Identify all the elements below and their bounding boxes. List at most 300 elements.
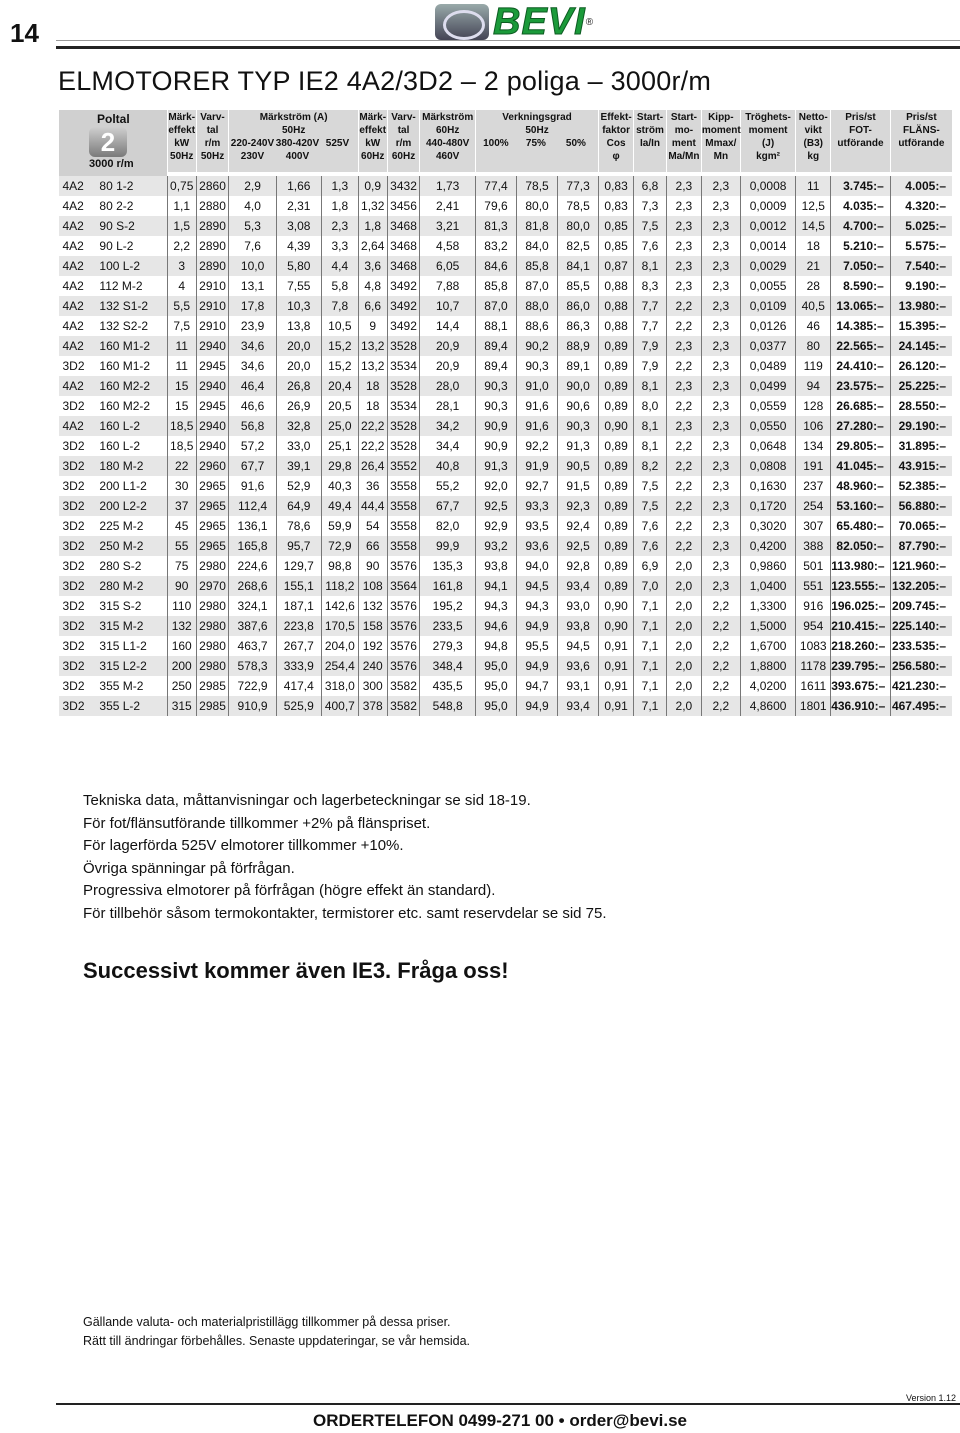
table-cell: 99,9 (420, 536, 475, 556)
table-cell: 0,83 (599, 196, 634, 216)
table-cell: 88,0 (516, 296, 557, 316)
table-cell: 1,5 (167, 216, 196, 236)
table-cell: 3D2 (59, 576, 94, 596)
table-cell: 33,0 (276, 436, 321, 456)
table-cell: 22,2 (358, 416, 387, 436)
table-cell: 123.555:– (831, 576, 891, 596)
table-cell: 1,0400 (740, 576, 795, 596)
table-cell: 8,0 (634, 396, 667, 416)
table-cell: 2,3 (701, 436, 740, 456)
note-line: För lagerförda 525V elmotorer tillkommer +10%. (83, 837, 404, 854)
table-cell: 40,3 (321, 476, 358, 496)
table-cell: 2,3 (701, 536, 740, 556)
table-cell: 129,7 (276, 556, 321, 576)
table-cell: 77,4 (475, 176, 516, 196)
table-cell: 23,9 (229, 316, 276, 336)
table-cell: 378 (358, 696, 387, 716)
table-cell: 94,6 (475, 616, 516, 636)
table-row (59, 236, 953, 256)
table-cell: 315 (167, 696, 196, 716)
table-cell: 132 S1-2 (93, 296, 167, 316)
table-cell: 3,21 (420, 216, 475, 236)
table-cell: 2940 (196, 416, 229, 436)
table-cell: 15.395:– (890, 316, 952, 336)
table-cell: 55,2 (420, 476, 475, 496)
table-cell: 0,0109 (740, 296, 795, 316)
table-cell: 7,7 (634, 296, 667, 316)
table-cell: 90 S-2 (93, 216, 167, 236)
table-row (59, 696, 953, 716)
table-cell: 2,3 (666, 216, 701, 236)
table-cell: 77,3 (558, 176, 599, 196)
table-cell: 1,73 (420, 176, 475, 196)
table-cell: 14,4 (420, 316, 475, 336)
table-cell: 98,8 (321, 556, 358, 576)
table-row (59, 256, 953, 276)
table-cell: 3468 (387, 256, 420, 276)
table-cell: 3582 (387, 696, 420, 716)
header-varvtal-50: Varv- tal r/m 50Hz (196, 110, 229, 172)
table-cell: 250 M-2 (93, 536, 167, 556)
table-cell: 254 (796, 496, 831, 516)
table-cell: 388 (796, 536, 831, 556)
header-verkningsgrad: Verkningsgrad 50Hz 100% 75% 50% (475, 110, 598, 172)
page-number: 14 (10, 18, 39, 48)
table-cell: 3576 (387, 596, 420, 616)
table-cell: 187,1 (276, 596, 321, 616)
table-cell: 0,9 (358, 176, 387, 196)
table-cell: 56,8 (229, 416, 276, 436)
table-body (59, 176, 953, 716)
table-cell: 0,89 (599, 336, 634, 356)
table-cell: 7,5 (167, 316, 196, 336)
table-cell: 0,89 (599, 456, 634, 476)
table-cell: 18,5 (167, 436, 196, 456)
table-cell: 3D2 (59, 656, 94, 676)
table-cell: 0,9860 (740, 556, 795, 576)
header-markstrom-50: Märkström (A) 50Hz 220-240V 230V 380-420V 400V 525V (229, 110, 358, 172)
table-cell: 0,89 (599, 556, 634, 576)
table-cell: 4A2 (59, 216, 94, 236)
table-cell: 4A2 (59, 196, 94, 216)
table-row (59, 516, 953, 536)
table-cell: 2,2 (701, 696, 740, 716)
header-nettovikt: Netto- vikt (B3) kg (796, 110, 831, 172)
table-cell: 204,0 (321, 636, 358, 656)
table-cell: 88,1 (475, 316, 516, 336)
table-cell: 280 S-2 (93, 556, 167, 576)
table-cell: 118,2 (321, 576, 358, 596)
table-cell: 2945 (196, 396, 229, 416)
table-cell: 2,3 (701, 476, 740, 496)
table-cell: 7,88 (420, 276, 475, 296)
table-cell: 94 (796, 376, 831, 396)
table-cell: 4 (167, 276, 196, 296)
table-cell: 463,7 (229, 636, 276, 656)
table-cell: 100 L-2 (93, 256, 167, 276)
table-cell: 29,8 (321, 456, 358, 476)
table-cell: 3D2 (59, 396, 94, 416)
table-cell: 501 (796, 556, 831, 576)
table-cell: 2,64 (358, 236, 387, 256)
table-cell: 324,1 (229, 596, 276, 616)
table-cell: 142,6 (321, 596, 358, 616)
table-cell: 0,0014 (740, 236, 795, 256)
table-cell: 551 (796, 576, 831, 596)
table-cell: 436.910:– (831, 696, 891, 716)
table-cell: 3576 (387, 556, 420, 576)
table-cell: 90 L-2 (93, 236, 167, 256)
table-cell: 92,3 (558, 496, 599, 516)
table-cell: 80,0 (516, 196, 557, 216)
table-cell: 13,2 (358, 336, 387, 356)
table-cell: 2,3 (666, 176, 701, 196)
table-cell: 224,6 (229, 556, 276, 576)
table-cell: 95,0 (475, 656, 516, 676)
table-cell: 0,0648 (740, 436, 795, 456)
table-cell: 3576 (387, 656, 420, 676)
table-cell: 86,0 (558, 296, 599, 316)
table-cell: 0,88 (599, 316, 634, 336)
table-cell: 0,91 (599, 636, 634, 656)
table-cell: 2880 (196, 196, 229, 216)
table-cell: 8,1 (634, 376, 667, 396)
table-cell: 67,7 (229, 456, 276, 476)
table-cell: 910,9 (229, 696, 276, 716)
table-cell: 26.685:– (831, 396, 891, 416)
table-head (59, 110, 953, 176)
table-cell: 2,3 (701, 196, 740, 216)
table-cell: 55 (167, 536, 196, 556)
table-cell: 318,0 (321, 676, 358, 696)
header-kippmoment: Kipp- moment Mmax/ Mn (701, 110, 740, 172)
table-cell: 2,3 (701, 336, 740, 356)
table-cell: 2,2 (666, 456, 701, 476)
table-cell: 393.675:– (831, 676, 891, 696)
table-cell: 95,7 (276, 536, 321, 556)
table-cell: 2,0 (666, 556, 701, 576)
table-cell: 17,8 (229, 296, 276, 316)
table-cell: 0,0008 (740, 176, 795, 196)
table-cell: 3 (167, 256, 196, 276)
table-cell: 20,5 (321, 396, 358, 416)
table-cell: 82,0 (420, 516, 475, 536)
table-cell: 49,4 (321, 496, 358, 516)
page-title: ELMOTORER TYP IE2 4A2/3D2 – 2 poliga – 3000r/m (58, 66, 712, 96)
table-cell: 93,8 (475, 556, 516, 576)
table-cell: 88,9 (558, 336, 599, 356)
table-cell: 2980 (196, 596, 229, 616)
table-row (59, 276, 953, 296)
table-cell: 315 L1-2 (93, 636, 167, 656)
header-vg50: 50% (565, 138, 586, 149)
table-cell: 4,4 (321, 256, 358, 276)
table-cell: 10,7 (420, 296, 475, 316)
table-cell: 3D2 (59, 476, 94, 496)
table-cell: 95,5 (516, 636, 557, 656)
table-cell: 39,1 (276, 456, 321, 476)
table-cell: 2,3 (701, 396, 740, 416)
table-cell: 6,9 (634, 556, 667, 576)
table-cell: 160 (167, 636, 196, 656)
table-cell: 300 (358, 676, 387, 696)
header-rule (56, 46, 960, 49)
table-cell: 12,5 (796, 196, 831, 216)
table-cell: 2980 (196, 556, 229, 576)
table-cell: 24.145:– (890, 336, 952, 356)
table-cell: 0,89 (599, 396, 634, 416)
table-cell: 250 (167, 676, 196, 696)
table-cell: 2,0 (666, 696, 701, 716)
table-cell: 91,0 (516, 376, 557, 396)
table-cell: 2,2 (167, 236, 196, 256)
table-cell: 2940 (196, 436, 229, 456)
table-cell: 0,0126 (740, 316, 795, 336)
table-cell: 132 S2-2 (93, 316, 167, 336)
table-cell: 2,3 (701, 316, 740, 336)
registered-mark: ® (585, 16, 594, 28)
table-cell: 2,3 (666, 376, 701, 396)
table-cell: 81,3 (475, 216, 516, 236)
table-cell: 0,1720 (740, 496, 795, 516)
table-cell: 2,2 (701, 676, 740, 696)
table-cell: 24.410:– (831, 356, 891, 376)
table-cell: 5,3 (229, 216, 276, 236)
table-cell: 417,4 (276, 676, 321, 696)
table-cell: 11 (167, 336, 196, 356)
table-cell: 3582 (387, 676, 420, 696)
table-cell: 2,3 (701, 516, 740, 536)
table-cell: 67,7 (420, 496, 475, 516)
table-cell: 0,0499 (740, 376, 795, 396)
table-cell: 25.225:– (890, 376, 952, 396)
table-cell: 0,91 (599, 656, 634, 676)
table-cell: 8,2 (634, 456, 667, 476)
table-cell: 2,2 (666, 496, 701, 516)
table-cell: 92,2 (516, 436, 557, 456)
table-cell: 9.190:– (890, 276, 952, 296)
table-cell: 2910 (196, 276, 229, 296)
table-cell: 2,2 (666, 436, 701, 456)
table-cell: 5.025:– (890, 216, 952, 236)
table-cell: 90,6 (558, 396, 599, 416)
table-row (59, 496, 953, 516)
table-cell: 78,5 (558, 196, 599, 216)
table-cell: 210.415:– (831, 616, 891, 636)
footnote-line: Gällande valuta- och materialpristillägg tillkommer på dessa priser. (83, 1315, 451, 1329)
table-cell: 81,8 (516, 216, 557, 236)
table-cell: 0,88 (599, 276, 634, 296)
logo-text: BEVI (493, 0, 586, 43)
header-varvtal-60: Varv- tal r/m 60Hz (387, 110, 420, 172)
table-cell: 4A2 (59, 256, 94, 276)
table-cell: 223,8 (276, 616, 321, 636)
table-cell: 3,3 (321, 236, 358, 256)
table-cell: 0,0550 (740, 416, 795, 436)
table-cell: 315 M-2 (93, 616, 167, 636)
table-cell: 78,5 (516, 176, 557, 196)
table-cell: 13.980:– (890, 296, 952, 316)
table-cell: 34,6 (229, 356, 276, 376)
table-cell: 3D2 (59, 536, 94, 556)
table-cell: 3.745:– (831, 176, 891, 196)
table-cell: 13,2 (358, 356, 387, 376)
note-line: För tillbehör såsom termokontakter, termistorer etc. samt reservdelar se sid 75. (83, 904, 607, 922)
table-cell: 94,3 (475, 596, 516, 616)
table-cell: 1,3300 (740, 596, 795, 616)
table-cell: 128 (796, 396, 831, 416)
table-cell: 4.700:– (831, 216, 891, 236)
table-cell: 2965 (196, 536, 229, 556)
table-cell: 87,0 (516, 276, 557, 296)
table-cell: 307 (796, 516, 831, 536)
table-cell: 2960 (196, 456, 229, 476)
table-cell: 94,0 (516, 556, 557, 576)
table-cell: 160 M2-2 (93, 376, 167, 396)
header-troghetsmoment: Tröghets- moment (J) kgm² (740, 110, 795, 172)
table-cell: 2980 (196, 656, 229, 676)
table-row (59, 436, 953, 456)
table-cell: 84,6 (475, 256, 516, 276)
table-cell: 7,5 (634, 496, 667, 516)
table-cell: 64,9 (276, 496, 321, 516)
table-row (59, 396, 953, 416)
table-cell: 9 (358, 316, 387, 336)
table-cell: 158 (358, 616, 387, 636)
table-cell: 108 (358, 576, 387, 596)
table-cell: 2,2 (701, 616, 740, 636)
table-cell: 3D2 (59, 496, 94, 516)
header-pris-fot: Pris/st FOT- utförande (831, 110, 891, 172)
table-cell: 94,5 (516, 576, 557, 596)
table-cell: 2,3 (701, 556, 740, 576)
table-cell: 27.280:– (831, 416, 891, 436)
table-cell: 165,8 (229, 536, 276, 556)
table-cell: 2,2 (701, 656, 740, 676)
table-cell: 387,6 (229, 616, 276, 636)
table-cell: 59,9 (321, 516, 358, 536)
table-row (59, 636, 953, 656)
table-cell: 82,5 (558, 236, 599, 256)
header-markstrom-60: Märkström 60Hz 440-480V 460V (420, 110, 475, 172)
table-cell: 0,88 (599, 296, 634, 316)
table-cell: 10,5 (321, 316, 358, 336)
table-cell: 240 (358, 656, 387, 676)
table-cell: 2,2 (666, 396, 701, 416)
table-cell: 2,3 (701, 236, 740, 256)
table-cell: 0,0009 (740, 196, 795, 216)
table-row (59, 196, 953, 216)
table-row (59, 316, 953, 336)
table-cell: 355 L-2 (93, 696, 167, 716)
table-cell: 3558 (387, 536, 420, 556)
table-cell: 53.160:– (831, 496, 891, 516)
table-cell: 57,2 (229, 436, 276, 456)
table-cell: 237 (796, 476, 831, 496)
table-cell: 90 (358, 556, 387, 576)
table-cell: 3534 (387, 356, 420, 376)
table-cell: 1178 (796, 656, 831, 676)
table-cell: 2,9 (229, 176, 276, 196)
table-cell: 2890 (196, 256, 229, 276)
table-cell: 94,9 (516, 616, 557, 636)
table-cell: 92,0 (475, 476, 516, 496)
table-cell: 2,3 (666, 236, 701, 256)
note-line: För fot/flänsutförande tillkommer +2% på flänspriset. (83, 814, 431, 832)
table-cell: 14.385:– (831, 316, 891, 336)
table-cell: 2,2 (666, 536, 701, 556)
table-cell: 315 S-2 (93, 596, 167, 616)
table-cell: 135,3 (420, 556, 475, 576)
table-cell: 112 M-2 (93, 276, 167, 296)
table-row (59, 476, 953, 496)
table-cell: 91,9 (516, 456, 557, 476)
table-cell: 0,89 (599, 376, 634, 396)
notes (83, 790, 607, 925)
table-cell: 3558 (387, 516, 420, 536)
table-cell: 4.320:– (890, 196, 952, 216)
table-cell: 87,0 (475, 296, 516, 316)
table-cell: 2965 (196, 476, 229, 496)
table-cell: 2,3 (666, 276, 701, 296)
table-cell: 3576 (387, 616, 420, 636)
table-cell: 13,1 (229, 276, 276, 296)
note-line: Progressiva elmotorer på förfrågan (högre effekt än standard). (83, 882, 496, 899)
header-markeffekt-50: Märk- effekt kW 50Hz (167, 110, 196, 172)
table-cell: 0,87 (599, 256, 634, 276)
table-cell: 2,3 (666, 416, 701, 436)
table-cell: 80 1-2 (93, 176, 167, 196)
table-cell: 2,0 (666, 616, 701, 636)
table-cell: 4,8 (358, 276, 387, 296)
table-cell: 15 (167, 396, 196, 416)
table-cell: 7,6 (634, 516, 667, 536)
header-v525: 525V (325, 138, 350, 149)
table-row (59, 176, 953, 196)
table-cell: 2,3 (701, 416, 740, 436)
table-cell: 8,1 (634, 436, 667, 456)
table-cell: 1,8800 (740, 656, 795, 676)
table-cell: 48.960:– (831, 476, 891, 496)
table-cell: 86,3 (558, 316, 599, 336)
table-cell: 92,4 (558, 516, 599, 536)
table-cell: 106 (796, 416, 831, 436)
table-row (59, 416, 953, 436)
table-cell: 2945 (196, 356, 229, 376)
table-cell: 3D2 (59, 456, 94, 476)
footer-rule (56, 1403, 960, 1405)
table-cell: 1611 (796, 676, 831, 696)
table-cell: 2890 (196, 216, 229, 236)
table-cell: 7,9 (634, 356, 667, 376)
table-cell: 3D2 (59, 556, 94, 576)
table-cell: 28 (796, 276, 831, 296)
header-startmoment: Start- mo- ment Ma/Mn (666, 110, 701, 172)
table-cell: 25,1 (321, 436, 358, 456)
table-cell: 0,83 (599, 176, 634, 196)
table-cell: 46 (796, 316, 831, 336)
table-cell: 2985 (196, 696, 229, 716)
table-cell: 80,0 (558, 216, 599, 236)
table-cell: 7,6 (229, 236, 276, 256)
table-cell: 1,6700 (740, 636, 795, 656)
table-cell: 20,0 (276, 356, 321, 376)
table-cell: 0,89 (599, 436, 634, 456)
table-cell: 70.065:– (890, 516, 952, 536)
table-cell: 28,1 (420, 396, 475, 416)
table-cell: 5,8 (321, 276, 358, 296)
table-row (59, 356, 953, 376)
